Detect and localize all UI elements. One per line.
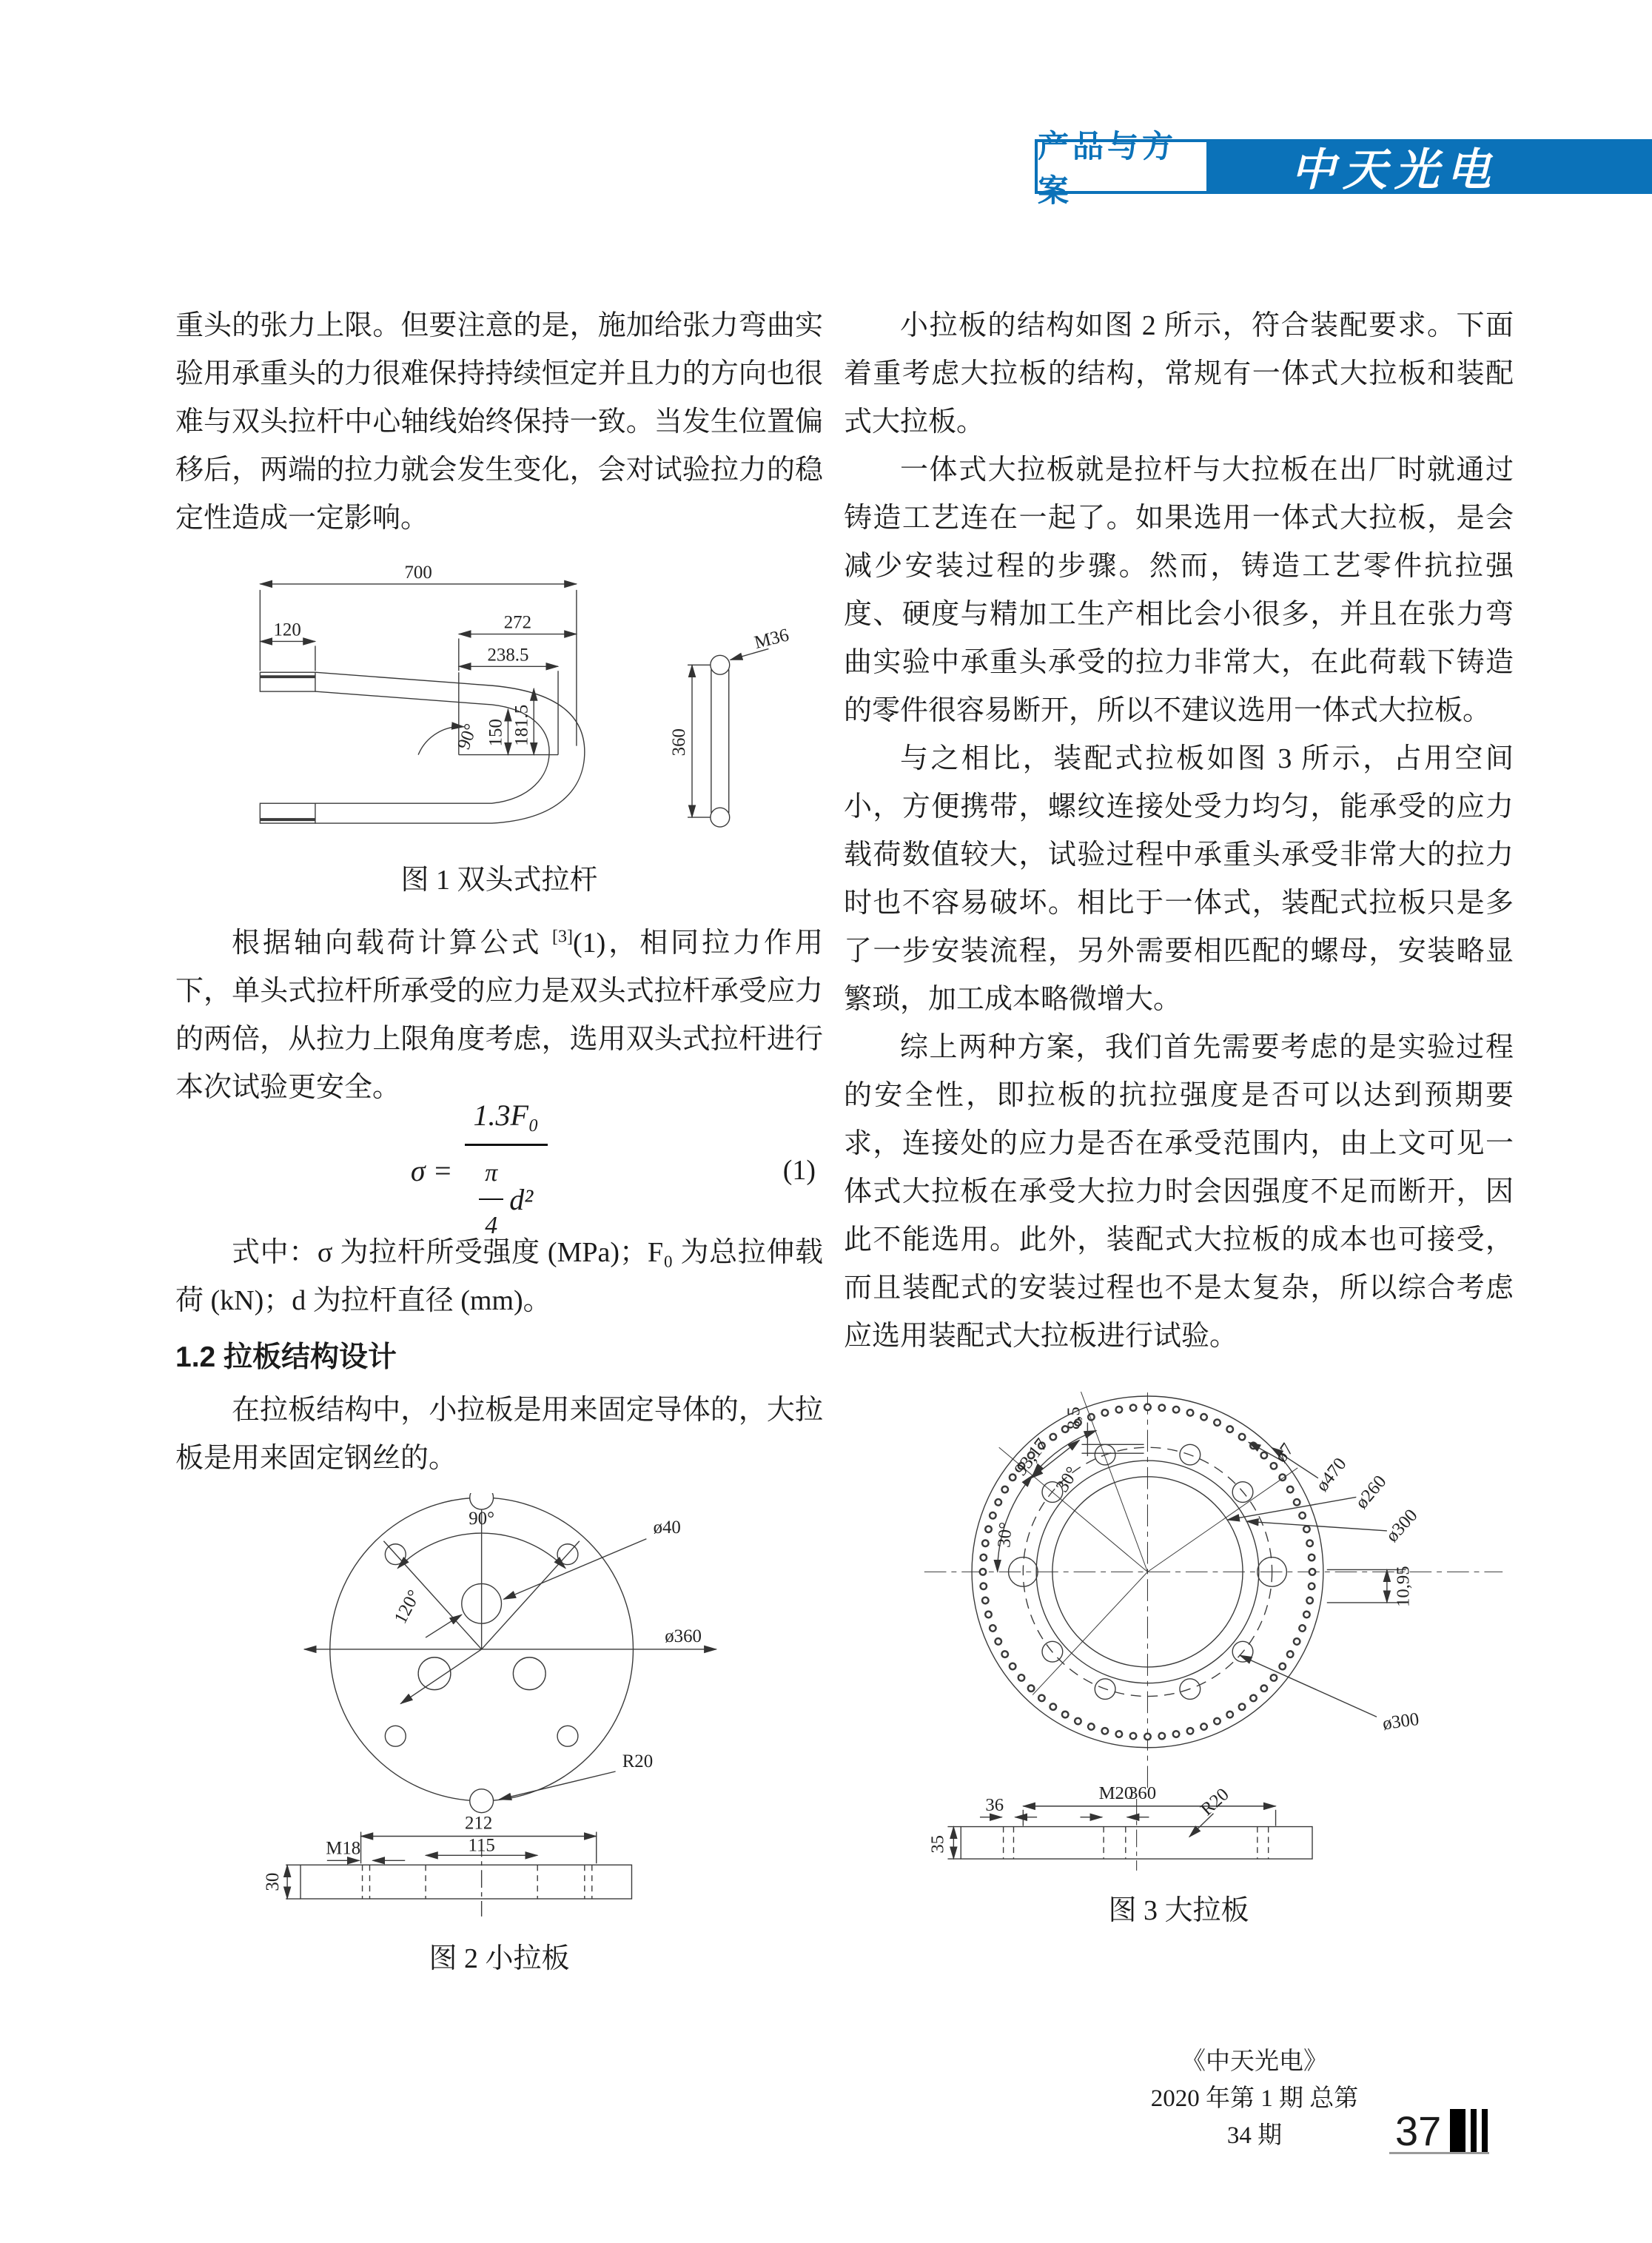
header-badge-label: 产品与方案: [1038, 129, 1178, 208]
fig3-dim-d7: ø7: [1271, 1439, 1298, 1466]
paragraph-continuation: 重头的张力上限。但要注意的是，施加给张力弯曲实验用承重头的力很难保持持续恒定并且力的方向也很难与双头拉杆中心轴线始终保持一致。当发生位置偏移后，两端的拉力就会发生变化，会对试验拉力的稳定性造成一定影响。: [175, 310, 823, 534]
column-left: [175, 302, 823, 1982]
footer: [1136, 2043, 1489, 2154]
bar-wide: [1450, 2109, 1465, 2152]
formula-d-squared: d²: [509, 1182, 534, 1216]
bar-narrow: [1471, 2109, 1477, 2152]
fig3-dim-360: 360: [1129, 1783, 1157, 1803]
footer-journal-block: [1136, 2043, 1373, 2154]
formula-pi: π: [479, 1149, 503, 1200]
paragraph-axial-load-text: 根据轴向载荷计算公式: [232, 928, 553, 959]
paragraph-assembled-plate: 与之相比，装配式拉板如图 3 所示，占用空间小，方便携带，螺纹连接处受力均匀，能承受的应力载荷数值较大，试验过程中承重头承受非常大的拉力时也不容易破坏。相比于一体式，装配式拉板只是多了一步安装流程，另外需要相匹配的螺母，安装略显繁琐，加工成本略微增大。: [844, 743, 1514, 1015]
fig3-dim-36: 36: [985, 1794, 1004, 1815]
fig3-dim-30deg-b: 30°: [994, 1521, 1016, 1549]
section-heading-1-2: 1.2 拉板结构设计: [175, 1341, 397, 1373]
fig3-dim-30deg-a: 30°: [1052, 1463, 1083, 1496]
fig2-dim-90deg: 90°: [469, 1508, 495, 1529]
fig1-dim-90deg: 90°: [454, 721, 482, 753]
fig3-dim-r20: R20: [1197, 1784, 1233, 1820]
paragraph-formula-note: 式中：σ 为拉杆所受强度 (MPa)；F₀ 为总拉伸载荷 (kN)；d 为拉杆直径 (mm)。: [175, 1237, 823, 1316]
fig2-dim-115: 115: [468, 1835, 495, 1856]
fig2-dim-m18: M18: [326, 1838, 361, 1859]
paragraph-conclusion: 综上两种方案，我们首先需要考虑的是实验过程的安全性，即拉板的抗拉强度是否可以达到预期要求，连接处的应力是否在承受范围内，由上文可见一体式大拉板在承受大拉力时会因强度不足而断开，因此不能选用。此外，装配式大拉板的成本也可接受，而且装配式的安装过程也不是太复杂，所以综合考虑应选用装配式大拉板进行试验。: [844, 1032, 1514, 1352]
fig2-dim-120deg: 120°: [390, 1586, 425, 1627]
reference-3: [3]: [552, 927, 573, 947]
header-badge: [1035, 129, 1209, 208]
header-brand-bar: [1209, 139, 1652, 194]
formula-expression: [411, 1091, 548, 1250]
paragraph-integral-plate: 一体式大拉板就是拉杆与大拉板在出厂时就通过铸造工艺连在一起了。如果选用一体式大拉板，是会减少安装过程的步骤。然而，铸造工艺零件抗拉强度、硬度与精加工生产相比会小很多，并且在张力弯曲实验中承重头承受的拉力非常大，在此荷载下铸造的零件很容易断开，所以不建议选用一体式大拉板。: [844, 455, 1514, 726]
bar-narrow: [1482, 2109, 1488, 2152]
fig1-caption: 图 1 双头式拉杆: [400, 865, 598, 896]
issue-info: 2020 年第 1 期 总第 34 期: [1150, 2085, 1359, 2149]
formula-fraction: [465, 1091, 548, 1250]
fig1-dim-120: 120: [273, 620, 301, 640]
page-number-block: [1389, 2109, 1489, 2154]
formula-number: (1): [782, 1154, 816, 1186]
fig3-dim-93-17: 93,17: [1010, 1435, 1052, 1480]
fig3-dim-m20: M20: [1098, 1783, 1134, 1803]
figure-1: [175, 562, 823, 903]
paragraph-small-plate: 小拉板的结构如图 2 所示，符合装配要求。下面着重考虑大拉板的结构，常规有一体式大拉板和装配式大拉板。: [844, 310, 1514, 437]
formula-1: [175, 1099, 823, 1239]
fig2-dim-30: 30: [263, 1872, 283, 1891]
fig2-dim-r20: R20: [622, 1751, 654, 1772]
fig1-dim-272: 272: [503, 612, 531, 633]
column-right: [844, 302, 1514, 1934]
figure-3: [844, 1389, 1514, 1934]
paragraph-axial-load-rest: (1)，相同拉力作用下，单头式拉杆所承受的应力是双头式拉杆承受应力的两倍，从拉力上限角度考虑，选用双头式拉杆进行本次试验更安全。: [175, 928, 823, 1103]
fig3-dim-d300-lower: ø300: [1381, 1709, 1420, 1734]
paragraph-plate-intro: 在拉板结构中，小拉板是用来固定导体的，大拉板是用来固定钢丝的。: [175, 1395, 823, 1474]
fig3-dim-10-95: 10,95: [1393, 1566, 1414, 1607]
fig2-caption: 图 2 小拉板: [429, 1943, 570, 1974]
fig3-caption: 图 3 大拉板: [1108, 1895, 1249, 1926]
figure-2: [175, 1493, 823, 1982]
fig1-dim-181-5: 181.5: [511, 704, 532, 746]
paragraph-axial-load: [175, 919, 823, 1112]
formula-numerator: 1.3F₀: [465, 1091, 548, 1146]
fig2-dim-d40: ø40: [653, 1517, 681, 1538]
fig1-drawing-double-head-rod: [175, 562, 823, 842]
formula-lhs: σ =: [410, 1153, 453, 1187]
fig1-dim-360: 360: [669, 728, 690, 757]
fig3-dim-8-5: 8,5: [1064, 1407, 1084, 1430]
fig3-drawing-large-plate: [844, 1389, 1514, 1872]
fig3-dim-d470: ø470: [1312, 1454, 1351, 1495]
fig1-dim-238-5: 238.5: [487, 645, 529, 665]
fig2-drawing-small-plate: [175, 1493, 823, 1920]
fig1-dim-700: 700: [404, 562, 432, 583]
formula-four: 4: [485, 1212, 498, 1239]
header-brand-text: 中天光电: [1291, 146, 1498, 195]
page-bars-decoration: [1450, 2109, 1488, 2152]
fig2-dim-d360: ø360: [665, 1626, 702, 1646]
fig3-dim-d300-upper: ø300: [1382, 1505, 1422, 1546]
fig3-dim-35: 35: [927, 1834, 948, 1854]
fig2-dim-212: 212: [465, 1813, 493, 1834]
page-number: 37: [1395, 2108, 1442, 2154]
fig1-dim-m36: M36: [752, 625, 791, 653]
journal-name: 《中天光电》: [1181, 2048, 1328, 2075]
fig3-dim-d260: ø260: [1352, 1472, 1391, 1513]
fig1-dim-150: 150: [486, 719, 506, 747]
